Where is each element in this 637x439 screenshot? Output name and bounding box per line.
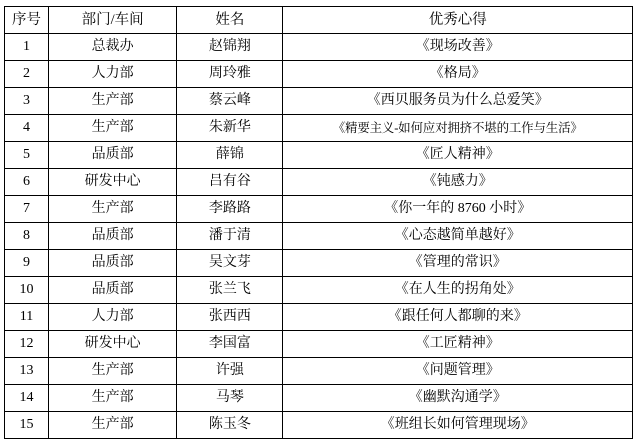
cell-name: 许强 <box>177 358 283 385</box>
cell-name: 薛锦 <box>177 142 283 169</box>
cell-index: 4 <box>5 115 49 142</box>
cell-name: 赵锦翔 <box>177 34 283 61</box>
table-row <box>5 331 633 358</box>
cell-department: 人力部 <box>49 61 177 88</box>
cell-index: 7 <box>5 196 49 223</box>
cell-department: 生产部 <box>49 358 177 385</box>
cell-name: 潘于清 <box>177 223 283 250</box>
cell-index: 8 <box>5 223 49 250</box>
cell-department: 品质部 <box>49 142 177 169</box>
excellent-insights-table <box>4 6 633 439</box>
column-header-index: 序号 <box>5 7 49 34</box>
cell-name: 李路路 <box>177 196 283 223</box>
cell-index: 1 <box>5 34 49 61</box>
cell-note: 《在人生的拐角处》 <box>283 277 633 304</box>
cell-index: 3 <box>5 88 49 115</box>
table-row <box>5 358 633 385</box>
cell-name: 马琴 <box>177 385 283 412</box>
cell-name: 张西西 <box>177 304 283 331</box>
cell-name: 吴文芽 <box>177 250 283 277</box>
cell-name: 李国富 <box>177 331 283 358</box>
cell-note: 《班组长如何管理现场》 <box>283 412 633 439</box>
cell-department: 生产部 <box>49 385 177 412</box>
cell-note: 《格局》 <box>283 61 633 88</box>
cell-name: 朱新华 <box>177 115 283 142</box>
cell-name: 蔡云峰 <box>177 88 283 115</box>
table-row <box>5 34 633 61</box>
column-header-name: 姓名 <box>177 7 283 34</box>
table-header-row <box>5 7 633 34</box>
table-row <box>5 115 633 142</box>
cell-department: 品质部 <box>49 250 177 277</box>
cell-note: 《精要主义-如何应对拥挤不堪的工作与生活》 <box>283 115 633 142</box>
cell-index: 2 <box>5 61 49 88</box>
table-row <box>5 61 633 88</box>
cell-name: 吕有谷 <box>177 169 283 196</box>
cell-index: 11 <box>5 304 49 331</box>
cell-index: 12 <box>5 331 49 358</box>
cell-department: 生产部 <box>49 88 177 115</box>
cell-index: 13 <box>5 358 49 385</box>
cell-name: 周玲雅 <box>177 61 283 88</box>
cell-note: 《钝感力》 <box>283 169 633 196</box>
cell-note: 《匠人精神》 <box>283 142 633 169</box>
table-row <box>5 412 633 439</box>
cell-name: 陈玉冬 <box>177 412 283 439</box>
table-row <box>5 277 633 304</box>
cell-index: 15 <box>5 412 49 439</box>
table-row <box>5 223 633 250</box>
cell-index: 5 <box>5 142 49 169</box>
cell-department: 生产部 <box>49 196 177 223</box>
cell-department: 生产部 <box>49 412 177 439</box>
cell-department: 总裁办 <box>49 34 177 61</box>
cell-note: 《管理的常识》 <box>283 250 633 277</box>
cell-index: 9 <box>5 250 49 277</box>
cell-department: 品质部 <box>49 277 177 304</box>
table-row <box>5 142 633 169</box>
column-header-note: 优秀心得 <box>283 7 633 34</box>
cell-index: 6 <box>5 169 49 196</box>
cell-index: 10 <box>5 277 49 304</box>
cell-note: 《心态越简单越好》 <box>283 223 633 250</box>
cell-note: 《西贝服务员为什么总爱笑》 <box>283 88 633 115</box>
cell-department: 研发中心 <box>49 331 177 358</box>
table-row <box>5 88 633 115</box>
cell-department: 研发中心 <box>49 169 177 196</box>
cell-department: 人力部 <box>49 304 177 331</box>
cell-note: 《跟任何人都聊的来》 <box>283 304 633 331</box>
table-row <box>5 304 633 331</box>
cell-note: 《你一年的 8760 小时》 <box>283 196 633 223</box>
cell-note: 《现场改善》 <box>283 34 633 61</box>
cell-index: 14 <box>5 385 49 412</box>
cell-name: 张兰飞 <box>177 277 283 304</box>
table-row <box>5 385 633 412</box>
cell-note: 《问题管理》 <box>283 358 633 385</box>
cell-note: 《工匠精神》 <box>283 331 633 358</box>
column-header-department: 部门/车间 <box>49 7 177 34</box>
table-row <box>5 250 633 277</box>
cell-note: 《幽默沟通学》 <box>283 385 633 412</box>
table-row <box>5 196 633 223</box>
cell-department: 品质部 <box>49 223 177 250</box>
table-row <box>5 169 633 196</box>
cell-department: 生产部 <box>49 115 177 142</box>
